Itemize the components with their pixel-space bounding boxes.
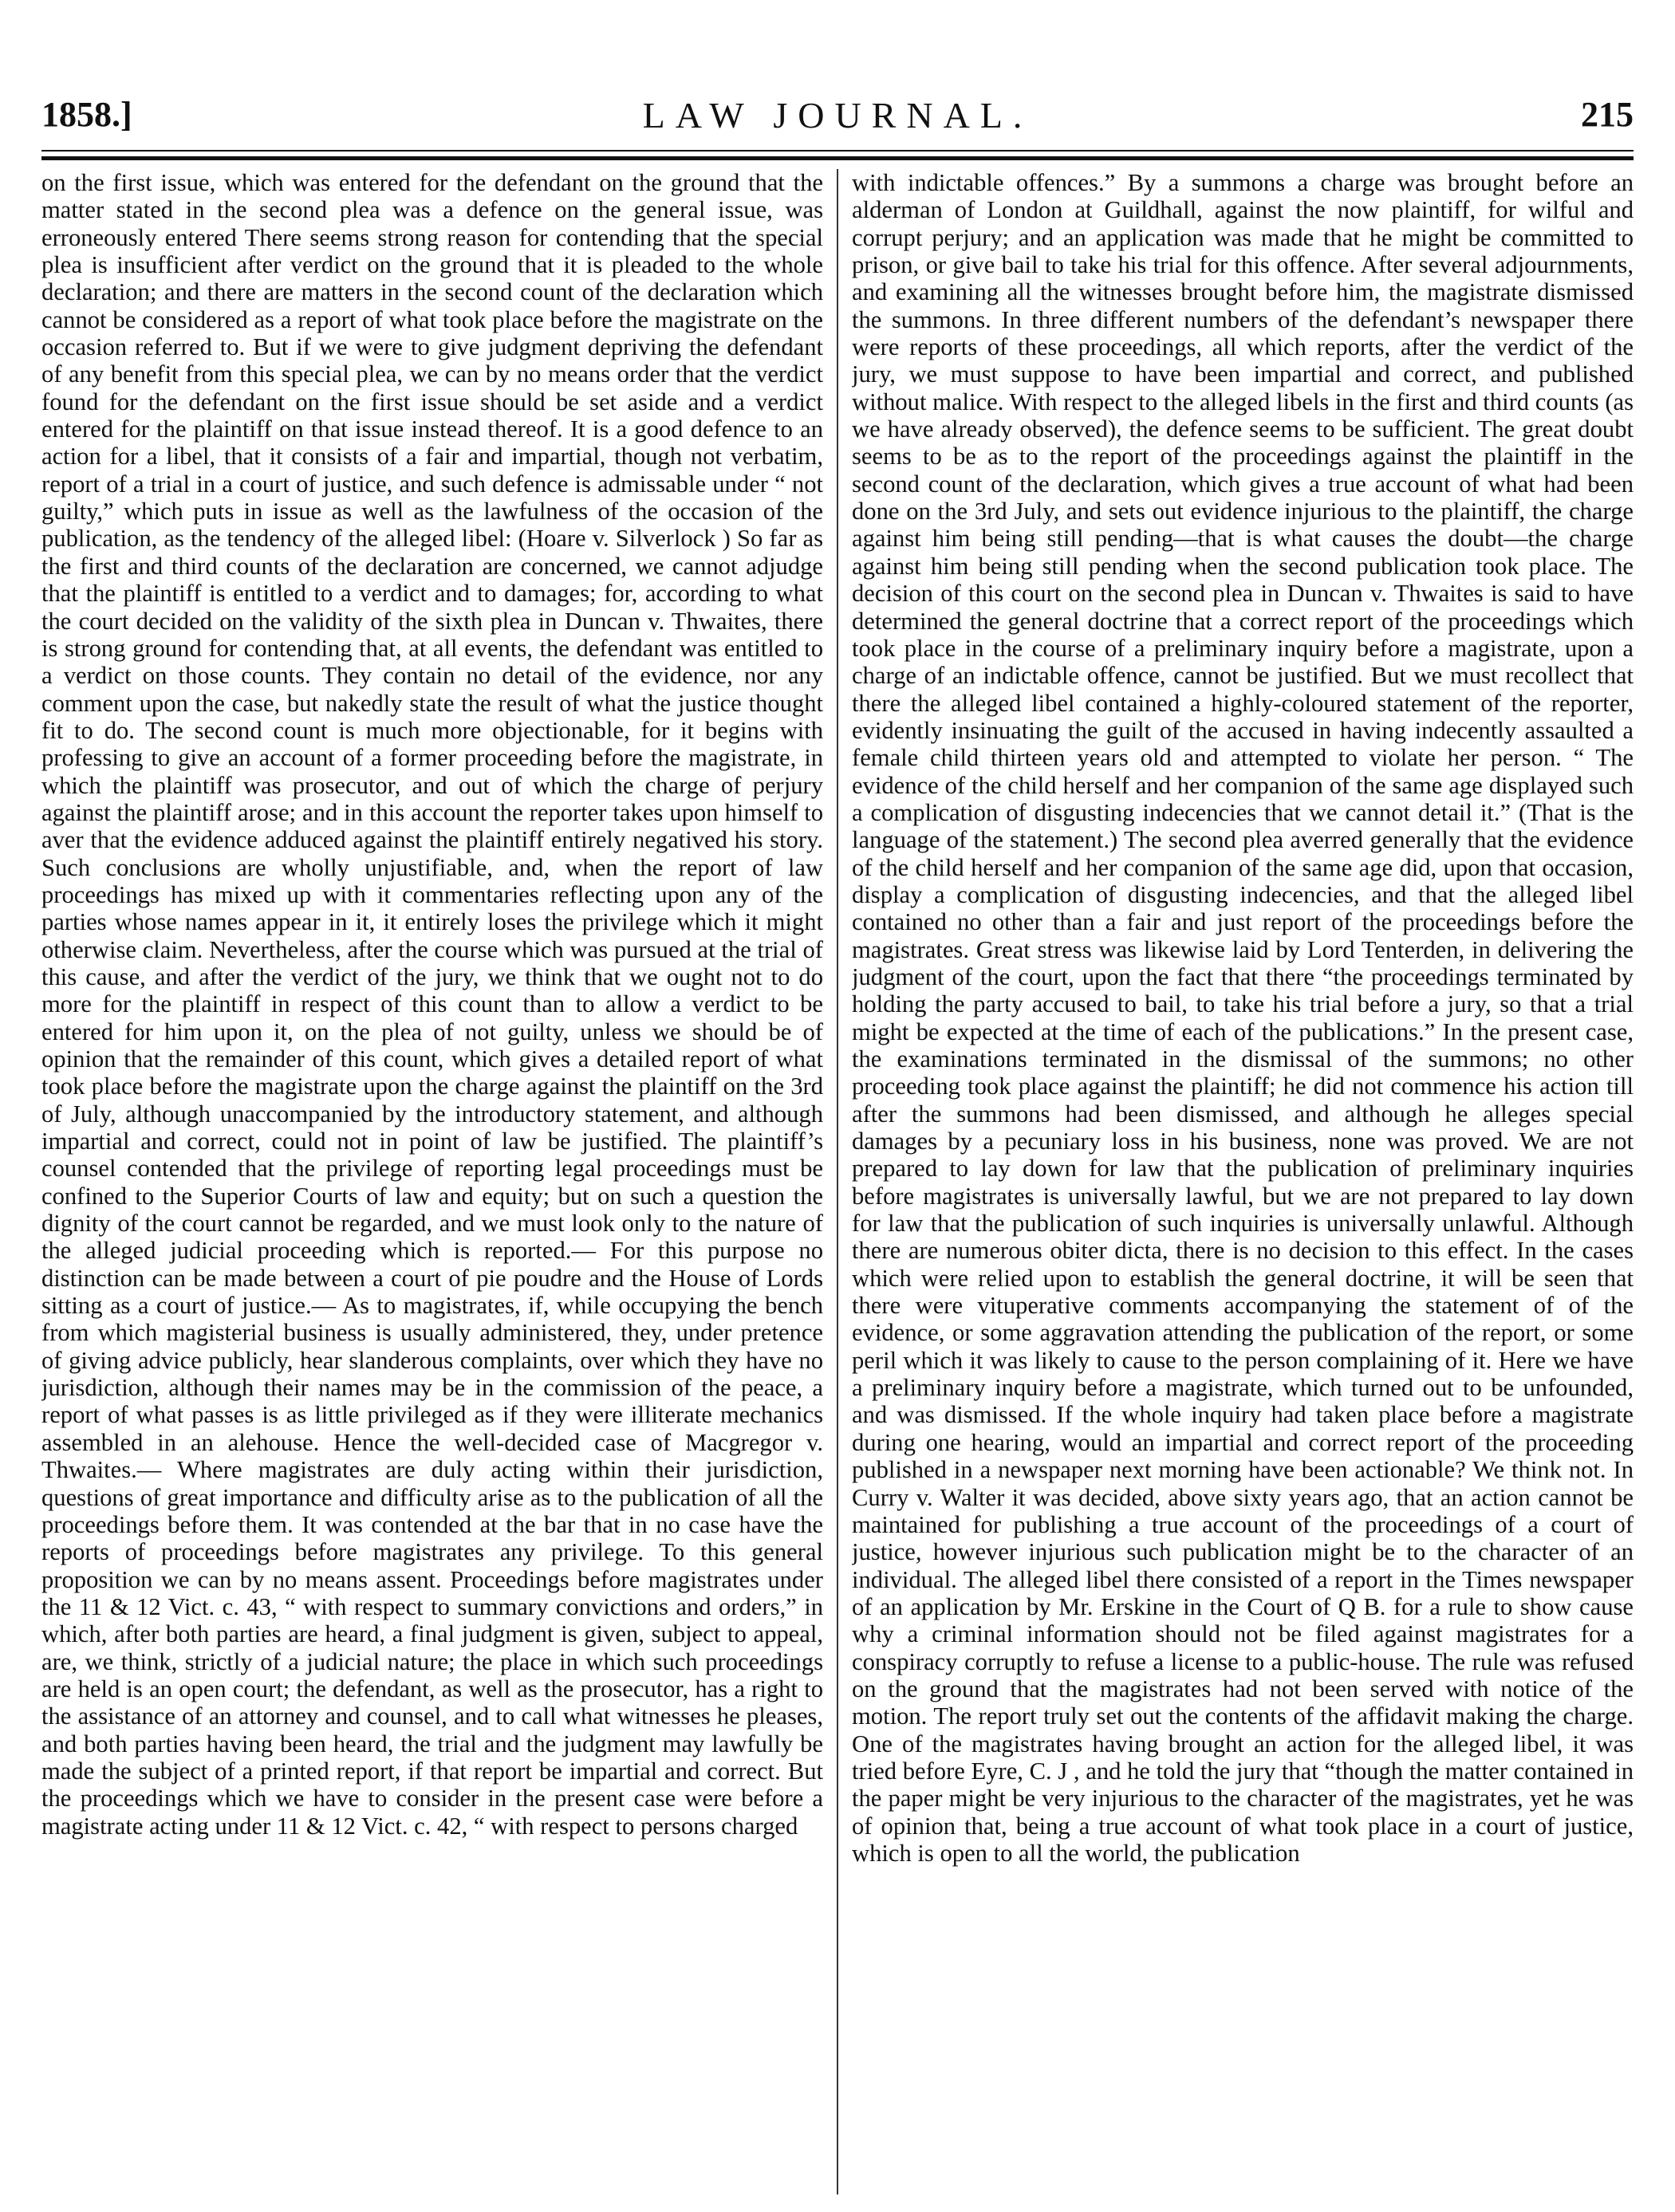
column-divider [837,169,838,2194]
header-year: 1858.] [41,95,132,134]
left-column-text: on the first issue, which was entered for the defendant on the ground that the matter stated in the second plea was a defence on the general issue, was erroneously entered There seems strong reason for contending that the special plea is insufficient after verdict on the ground that it is pleaded to the whole declaration; and there are matters in the second count of the declaration which cannot be considered as a report of what took place before the magistrate on the occasion referred to. But if we were to give judgment depriving the defendant of any benefit from this special plea, we can by no means order that the verdict found for the defendant on the first issue should be set aside and a verdict entered for the plaintiff on that issue instead thereof. It is a good defence to an action for a libel, that it consists of a fair and impartial, though not verbatim, report of a trial in a court of justice, and such defence is admissable under “ not guilty,” which puts in issue as well as the lawfulness of the occasion of the publication, as the tendency of the alleged libel: (Hoare v. Silverlock ) So far as the first and third counts of the declaration are concerned, we cannot adjudge that the plaintiff is entitled to a verdict and to damages; for, according to what the court decided on the validity of the sixth plea in Duncan v. Thwaites, there is strong ground for contending that, at all events, the defendant was entitled to a verdict on those counts. They contain no detail of the evidence, nor any comment upon the case, but nakedly state the result of what the justice thought fit to do. The second count is much more objectionable, for it begins with professing to give an account of a former proceeding before the magistrate, in which the plaintiff was prosecutor, and out of which the charge of perjury against the plaintiff arose; and in this account the reporter takes upon himself to aver that the evidence adduced against the plaintiff entirely negatived his story. Such conclusions are wholly unjustifiable, and, when the report of law proceedings has mixed up with it commentaries reflecting upon any of the parties whose names appear in it, it entirely loses the privilege which it might otherwise claim. Nevertheless, after the course which was pursued at the trial of this cause, and after the verdict of the jury, we think that we ought not to do more for the plaintiff in respect of this count than to allow a verdict to be entered for him upon it, on the plea of not guilty, unless we should be of opinion that the remainder of this count, which gives a detailed report of what took place before the magistrate upon the charge against the plaintiff on the 3rd of July, although unaccompanied by the introductory statement, and although impartial and correct, could not in point of law be justified. The plaintiff’s counsel contended that the privilege of reporting legal proceedings must be confined to the Superior Courts of law and equity; but on such a question the dignity of the court cannot be regarded, and we must look only to the nature of the alleged judicial proceeding which is reported.— For this purpose no distinction can be made between a court of pie poudre and the House of Lords sitting as a court of justice.— As to magistrates, if, while occupying the bench from which magisterial business is usually administered, they, under pretence of giving advice publicly, hear slanderous complaints, over which they have no jurisdiction, although their names may be in the commission of the peace, a report of what passes is as little privileged as if they were illiterate mechanics assembled in an alehouse. Hence the well-decided case of Macgregor v. Thwaites.— Where magistrates are duly acting within their jurisdiction, questions of great importance and difficulty arise as to the publication of all the proceedings before them. It was contended at the bar that in no case have the reports of proceedings before magistrates any privilege. To this general proposition we can by no means assent. Proceedings before magistrates under the 11 & 12 Vict. c. 43, “ with respect to summary convictions and orders,” in which, after both parties are heard, a final judgment is given, subject to appeal, are, we think, strictly of a judicial nature; the place in which such proceedings are held is an open court; the defendant, as well as the prosecutor, has a right to the assistance of an attorney and counsel, and to call what witnesses he pleases, and both parties having been heard, the trial and the judgment may lawfully be made the subject of a printed report, if that report be impartial and correct. But the proceedings which we have to consider in the present case were before a magistrate acting under 11 & 12 Vict. c. 42, “ with respect to persons charged [41,169,823,1840]
journal-title: LAW JOURNAL. [642,95,1033,136]
running-header [41,94,1634,142]
right-column [852,169,1634,2194]
right-column-text: with indictable offences.” By a summons a charge was brought before an alderman of London at Guildhall, against the now plaintiff, for wilful and corrupt perjury; and an application was made that he might be committed to prison, or give bail to take his trial for this offence. After several adjournments, and examining all the witnesses brought before him, the magistrate dismissed the summons. In three different numbers of the defendant’s newspaper there were reports of these proceedings, all which reports, after the verdict of the jury, we must suppose to have been impartial and correct, and published without malice. With respect to the alleged libels in the first and third counts (as we have already observed), the defence seems to be sufficient. The great doubt seems to be as to the report of the proceedings against the plaintiff in the second count of the declaration, which gives a true account of what had been done on the 3rd July, and sets out evidence injurious to the plaintiff, the charge against him being still pending—that is what causes the doubt—the charge against him being still pending when the second publication took place. The decision of this court on the second plea in Duncan v. Thwaites is said to have determined the general doctrine that a correct report of the proceedings which took place in the course of a preliminary inquiry before a magistrate, upon a charge of an indictable offence, cannot be justified. But we must recollect that there the alleged libel contained a highly-coloured statement of the reporter, evidently insinuating the guilt of the accused in having indecently assaulted a female child thirteen years old and attempted to violate her person. “ The evidence of the child herself and her companion of the same age displayed such a complication of disgusting indecencies that we cannot detail it.” (That is the language of the statement.) The second plea averred generally that the evidence of the child herself and her companion of the same age did, upon that occasion, display a complication of disgusting indecencies, and that the alleged libel contained no other than a fair and just report of the proceedings before the magistrates. Great stress was likewise laid by Lord Tenterden, in delivering the judgment of the court, upon the fact that there “the proceedings terminated by holding the party accused to bail, to take his trial before a jury, so that a trial might be expected at the time of each of the publications.” In the present case, the examinations terminated in the dismissal of the summons; no other proceeding took place against the plaintiff; he did not commence his action till after the summons had been dismissed, and although he alleges special damages by a pecuniary loss in his business, none was proved. We are not prepared to lay down for law that the publication of preliminary inquiries before magistrates is universally lawful, but we are not prepared to lay down for law that the publication of such inquiries is universally unlawful. Although there are numerous obiter dicta, there is no decision to this effect. In the cases which were relied upon to establish the general doctrine, it will be seen that there were vituperative comments accompanying the statement of of the evidence, or some aggravation attending the publication of the report, or some peril which it was likely to cause to the person complaining of it. Here we have a preliminary inquiry before a magistrate, which turned out to be unfounded, and was dismissed. If the whole inquiry had taken place before a magistrate during one hearing, would an impartial and correct report of the proceeding published in a newspaper next morning have been actionable? We think not. In Curry v. Walter it was decided, above sixty years ago, that an action cannot be maintained for publishing a true account of the proceedings of a court of justice, however injurious such publication might be to the character of an individual. The alleged libel there consisted of a report in the Times newspaper of an application by Mr. Erskine in the Court of Q B. for a rule to show cause why a criminal information should not be filed against magistrates for a conspiracy corruptly to refuse a license to a public-house. The rule was refused on the ground that the magistrates had not been served with notice of the motion. The report truly set out the contents of the affidavit making the charge. One of the magistrates having brought an action for the alleged libel, it was tried before Eyre, C. J , and he told the jury that “though the matter contained in the paper might be very injurious to the character of the magistrates, yet he was of opinion that, being a true account of what took place in a court of justice, which is open to all the world, the publication [852,169,1634,1867]
left-column [41,169,823,2194]
header-rule-thick [41,156,1634,160]
header-rule-thin [41,150,1634,152]
page-number: 215 [1581,95,1634,134]
